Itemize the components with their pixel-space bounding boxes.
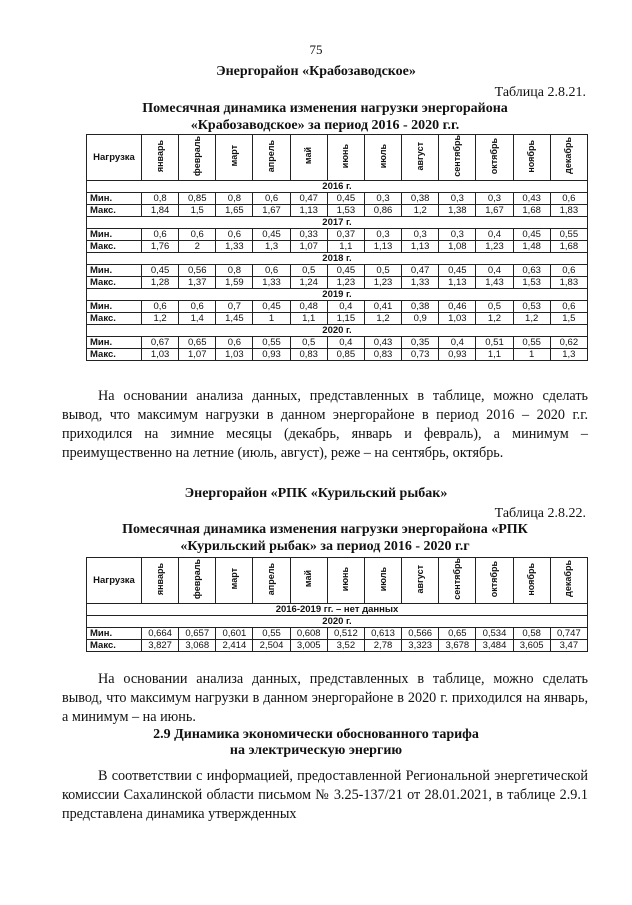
value-cell: 0,6 [216, 336, 253, 348]
month-label: июль [377, 566, 388, 591]
page-number: 75 [309, 42, 323, 57]
value-cell: 0,6 [179, 228, 216, 240]
value-cell: 0,93 [439, 348, 476, 360]
value-cell: 1,1 [290, 312, 327, 324]
value-cell: 0,6 [550, 300, 587, 312]
month-label: июль [377, 143, 388, 168]
header-cell-month [439, 558, 476, 604]
value-cell: 1,07 [179, 348, 216, 360]
header-cell-month [327, 135, 364, 181]
value-cell: 3,068 [179, 639, 216, 651]
value-cell: 0,41 [364, 300, 401, 312]
value-cell: 0,47 [402, 264, 439, 276]
header-cell-month [364, 558, 401, 604]
paragraph-text: На основании анализа данных, представленных в таблице, можно сделать вывод, что максимум нагрузки в данном энергорайоне в 2020 г. приходился на январь, а минимум – на июнь. [62, 671, 588, 725]
value-cell: 0,45 [142, 264, 179, 276]
value-cell: 2,504 [253, 639, 290, 651]
year-cell: 2020 г. [87, 615, 588, 627]
no-data-row [87, 603, 588, 615]
header-cell-month [439, 135, 476, 181]
table-caption-2-8-22 [60, 521, 590, 555]
value-cell: 0,4 [476, 264, 513, 276]
value-cell: 1,83 [550, 276, 587, 288]
value-cell: 3,52 [327, 639, 364, 651]
value-cell: 0,8 [216, 264, 253, 276]
header-cell-month [216, 135, 253, 181]
row-label: Макс. [87, 240, 142, 252]
header-cell-month [290, 135, 327, 181]
value-cell: 0,85 [327, 348, 364, 360]
value-cell: 0,83 [290, 348, 327, 360]
value-cell: 1,4 [179, 312, 216, 324]
table-header-row [87, 135, 588, 181]
load-table-krabozavodskoe [86, 134, 588, 361]
month-label: сентябрь [451, 135, 462, 177]
value-cell: 0,45 [327, 264, 364, 276]
load-table-kurilsky-rybak [86, 557, 588, 652]
caption-line: Помесячная динамика изменения нагрузки энергорайона «РПК [122, 522, 528, 537]
value-cell: 1,53 [513, 276, 550, 288]
value-cell: 1,24 [290, 276, 327, 288]
header-cell-month [253, 558, 290, 604]
year-cell: 2018 г. [87, 252, 588, 264]
year-row [87, 180, 588, 192]
value-cell: 0,4 [327, 300, 364, 312]
value-cell: 0,46 [439, 300, 476, 312]
value-cell: 0,93 [253, 348, 290, 360]
month-label: ноябрь [526, 139, 537, 173]
value-cell: 0,5 [476, 300, 513, 312]
table-ref-2-8-21: Таблица 2.8.21. [494, 85, 586, 100]
value-cell: 1,67 [253, 204, 290, 216]
value-cell: 1,13 [290, 204, 327, 216]
row-label: Макс. [87, 276, 142, 288]
table-row [87, 276, 588, 288]
row-label: Макс. [87, 348, 142, 360]
value-cell: 0,43 [364, 336, 401, 348]
table-row [87, 312, 588, 324]
caption-line: Помесячная динамика изменения нагрузки энергорайона [142, 101, 508, 116]
heading-line: на электрическую энергию [229, 743, 403, 758]
value-cell: 1,65 [216, 204, 253, 216]
value-cell: 1,84 [142, 204, 179, 216]
paragraph-text: На основании анализа данных, представленных в таблице, можно сделать вывод, что максимум нагрузки в данном энергорайоне в период 2016 – 2020 г.г. приходился на зимние месяцы (декабрь, январь и февраль), а минимум – преимущественно на летние (июль, август), реже – на сентябрь, октябрь. [62, 388, 588, 461]
value-cell: 1,3 [253, 240, 290, 252]
value-cell: 1,33 [402, 276, 439, 288]
value-cell: 3,323 [402, 639, 439, 651]
value-cell: 0,33 [290, 228, 327, 240]
value-cell: 1,03 [439, 312, 476, 324]
value-cell: 3,484 [476, 639, 513, 651]
value-cell: 1,15 [327, 312, 364, 324]
year-row [87, 252, 588, 264]
year-row [87, 324, 588, 336]
value-cell: 0,38 [402, 192, 439, 204]
row-label: Мин. [87, 192, 142, 204]
value-cell: 1,33 [253, 276, 290, 288]
section-heading-2-9 [0, 727, 632, 759]
value-cell: 1,03 [216, 348, 253, 360]
month-label: апрель [266, 562, 277, 595]
header-cell-month [513, 558, 550, 604]
value-cell: 1,07 [290, 240, 327, 252]
year-row [87, 615, 588, 627]
month-label: май [303, 147, 314, 165]
header-cell-month [476, 135, 513, 181]
value-cell: 1,03 [142, 348, 179, 360]
value-cell: 1,13 [402, 240, 439, 252]
value-cell: 2,78 [364, 639, 401, 651]
month-label: август [414, 564, 425, 594]
value-cell: 0,6 [550, 264, 587, 276]
year-row [87, 288, 588, 300]
month-label: сентябрь [451, 558, 462, 600]
value-cell: 1,2 [402, 204, 439, 216]
value-cell: 1,3 [550, 348, 587, 360]
value-cell: 1,2 [142, 312, 179, 324]
value-cell: 1 [253, 312, 290, 324]
month-label: октябрь [488, 560, 499, 597]
value-cell: 0,65 [439, 627, 476, 639]
value-cell: 3,005 [290, 639, 327, 651]
value-cell: 1,59 [216, 276, 253, 288]
row-label: Мин. [87, 228, 142, 240]
header-cell-load: Нагрузка [87, 558, 142, 604]
header-cell-month [327, 558, 364, 604]
month-label: май [303, 570, 314, 588]
year-cell: 2020 г. [87, 324, 588, 336]
value-cell: 0,51 [476, 336, 513, 348]
month-label: март [228, 145, 239, 167]
value-cell: 0,5 [364, 264, 401, 276]
value-cell: 0,613 [364, 627, 401, 639]
month-label: октябрь [488, 137, 499, 174]
value-cell: 0,65 [179, 336, 216, 348]
value-cell: 0,55 [550, 228, 587, 240]
value-cell: 1,23 [476, 240, 513, 252]
value-cell: 0,73 [402, 348, 439, 360]
value-cell: 0,47 [290, 192, 327, 204]
value-cell: 0,67 [142, 336, 179, 348]
value-cell: 1,83 [550, 204, 587, 216]
table-row [87, 336, 588, 348]
header-cell-month [364, 135, 401, 181]
value-cell: 1,1 [476, 348, 513, 360]
header-cell-month [476, 558, 513, 604]
header-cell-month [402, 135, 439, 181]
value-cell: 1,08 [439, 240, 476, 252]
value-cell: 1,28 [142, 276, 179, 288]
value-cell: 0,608 [290, 627, 327, 639]
table-row [87, 240, 588, 252]
header-cell-load: Нагрузка [87, 135, 142, 181]
value-cell: 0,48 [290, 300, 327, 312]
value-cell: 0,6 [550, 192, 587, 204]
value-cell: 0,7 [216, 300, 253, 312]
value-cell: 1,67 [476, 204, 513, 216]
value-cell: 0,83 [364, 348, 401, 360]
table-row [87, 192, 588, 204]
value-cell: 1,33 [216, 240, 253, 252]
value-cell: 0,5 [290, 336, 327, 348]
value-cell: 0,45 [253, 228, 290, 240]
value-cell: 0,45 [327, 192, 364, 204]
value-cell: 1,1 [327, 240, 364, 252]
value-cell: 0,35 [402, 336, 439, 348]
value-cell: 1,13 [364, 240, 401, 252]
analysis-paragraph-2 [62, 670, 588, 727]
value-cell: 0,85 [179, 192, 216, 204]
value-cell: 0,8 [216, 192, 253, 204]
value-cell: 0,43 [513, 192, 550, 204]
value-cell: 1,13 [439, 276, 476, 288]
header-cell-month [179, 135, 216, 181]
intro-paragraph-2-9 [62, 767, 588, 824]
header-cell-month [179, 558, 216, 604]
value-cell: 1,2 [476, 312, 513, 324]
value-cell: 0,6 [142, 228, 179, 240]
value-cell: 0,566 [402, 627, 439, 639]
table-row [87, 639, 588, 651]
month-label: январь [154, 562, 165, 595]
header-cell-month [402, 558, 439, 604]
value-cell: 0,38 [402, 300, 439, 312]
value-cell: 1,23 [327, 276, 364, 288]
value-cell: 0,664 [142, 627, 179, 639]
row-label: Мин. [87, 300, 142, 312]
value-cell: 2 [179, 240, 216, 252]
value-cell: 0,4 [476, 228, 513, 240]
value-cell: 0,45 [513, 228, 550, 240]
value-cell: 0,6 [216, 228, 253, 240]
value-cell: 1 [513, 348, 550, 360]
row-label: Мин. [87, 627, 142, 639]
table-row [87, 348, 588, 360]
value-cell: 0,6 [253, 192, 290, 204]
value-cell: 1,68 [513, 204, 550, 216]
value-cell: 1,53 [327, 204, 364, 216]
value-cell: 0,63 [513, 264, 550, 276]
table-row [87, 204, 588, 216]
year-row [87, 216, 588, 228]
header-cell-month [550, 135, 587, 181]
value-cell: 0,512 [327, 627, 364, 639]
table-ref-2-8-22: Таблица 2.8.22. [494, 506, 586, 521]
month-label: декабрь [563, 137, 574, 175]
value-cell: 0,657 [179, 627, 216, 639]
value-cell: 3,827 [142, 639, 179, 651]
month-label: ноябрь [526, 562, 537, 596]
table-row [87, 264, 588, 276]
table-row [87, 228, 588, 240]
month-label: февраль [191, 135, 202, 176]
value-cell: 1,5 [179, 204, 216, 216]
section-heading-kurilsky-rybak: Энергорайон «РПК «Курильский рыбак» [184, 486, 448, 501]
header-cell-month [142, 558, 179, 604]
value-cell: 1,23 [364, 276, 401, 288]
header-cell-month [550, 558, 587, 604]
value-cell: 3,605 [513, 639, 550, 651]
value-cell: 0,6 [179, 300, 216, 312]
header-cell-month [142, 135, 179, 181]
table-row [87, 300, 588, 312]
value-cell: 0,3 [439, 192, 476, 204]
value-cell: 3,678 [439, 639, 476, 651]
row-label: Макс. [87, 312, 142, 324]
value-cell: 1,37 [179, 276, 216, 288]
value-cell: 0,4 [327, 336, 364, 348]
value-cell: 1,76 [142, 240, 179, 252]
value-cell: 1,2 [513, 312, 550, 324]
value-cell: 0,3 [439, 228, 476, 240]
value-cell: 0,3 [476, 192, 513, 204]
row-label: Мин. [87, 264, 142, 276]
no-data-cell: 2016-2019 гг. – нет данных [87, 603, 588, 615]
value-cell: 0,8 [142, 192, 179, 204]
month-label: июнь [340, 143, 351, 168]
value-cell: 1,45 [216, 312, 253, 324]
value-cell: 0,45 [253, 300, 290, 312]
caption-line: «Курильский рыбак» за период 2016 - 2020 г.г [180, 539, 470, 554]
month-label: январь [154, 139, 165, 172]
year-cell: 2019 г. [87, 288, 588, 300]
header-cell-month [290, 558, 327, 604]
value-cell: 0,55 [513, 336, 550, 348]
header-cell-month [513, 135, 550, 181]
year-cell: 2016 г. [87, 180, 588, 192]
month-label: июнь [340, 566, 351, 591]
value-cell: 0,747 [550, 627, 587, 639]
row-label: Макс. [87, 639, 142, 651]
value-cell: 2,414 [216, 639, 253, 651]
table-caption-2-8-21 [60, 100, 590, 134]
value-cell: 0,4 [439, 336, 476, 348]
value-cell: 0,58 [513, 627, 550, 639]
month-label: декабрь [563, 560, 574, 598]
month-label: март [228, 568, 239, 590]
year-cell: 2017 г. [87, 216, 588, 228]
value-cell: 1,48 [513, 240, 550, 252]
header-cell-month [253, 135, 290, 181]
value-cell: 0,601 [216, 627, 253, 639]
month-label: апрель [266, 139, 277, 172]
value-cell: 0,3 [402, 228, 439, 240]
value-cell: 1,2 [364, 312, 401, 324]
value-cell: 1,5 [550, 312, 587, 324]
value-cell: 3,47 [550, 639, 587, 651]
value-cell: 0,56 [179, 264, 216, 276]
value-cell: 0,9 [402, 312, 439, 324]
month-label: август [414, 141, 425, 171]
heading-line: 2.9 Динамика экономически обоснованного тарифа [153, 727, 479, 742]
value-cell: 0,3 [364, 192, 401, 204]
month-label: февраль [191, 558, 202, 599]
value-cell: 0,55 [253, 336, 290, 348]
value-cell: 0,45 [439, 264, 476, 276]
value-cell: 0,6 [142, 300, 179, 312]
value-cell: 0,62 [550, 336, 587, 348]
value-cell: 1,43 [476, 276, 513, 288]
table-row [87, 627, 588, 639]
value-cell: 0,534 [476, 627, 513, 639]
row-label: Макс. [87, 204, 142, 216]
value-cell: 1,38 [439, 204, 476, 216]
value-cell: 0,37 [327, 228, 364, 240]
section-heading-krabozavodskoe: Энергорайон «Крабозаводское» [216, 64, 416, 79]
value-cell: 0,53 [513, 300, 550, 312]
header-cell-month [216, 558, 253, 604]
value-cell: 0,3 [364, 228, 401, 240]
caption-line: «Крабозаводское» за период 2016 - 2020 г.г. [190, 118, 460, 133]
value-cell: 0,86 [364, 204, 401, 216]
analysis-paragraph-1 [62, 387, 588, 463]
table-header-row [87, 558, 588, 604]
value-cell: 0,6 [253, 264, 290, 276]
value-cell: 1,68 [550, 240, 587, 252]
value-cell: 0,5 [290, 264, 327, 276]
row-label: Мин. [87, 336, 142, 348]
value-cell: 0,55 [253, 627, 290, 639]
paragraph-text: В соответствии с информацией, предоставленной Региональной энергетической комиссии Сахалинской области письмом № 3.25-137/21 от 28.01.2021, в таблице 2.9.1 представлена динамика утвержденных [62, 768, 588, 822]
